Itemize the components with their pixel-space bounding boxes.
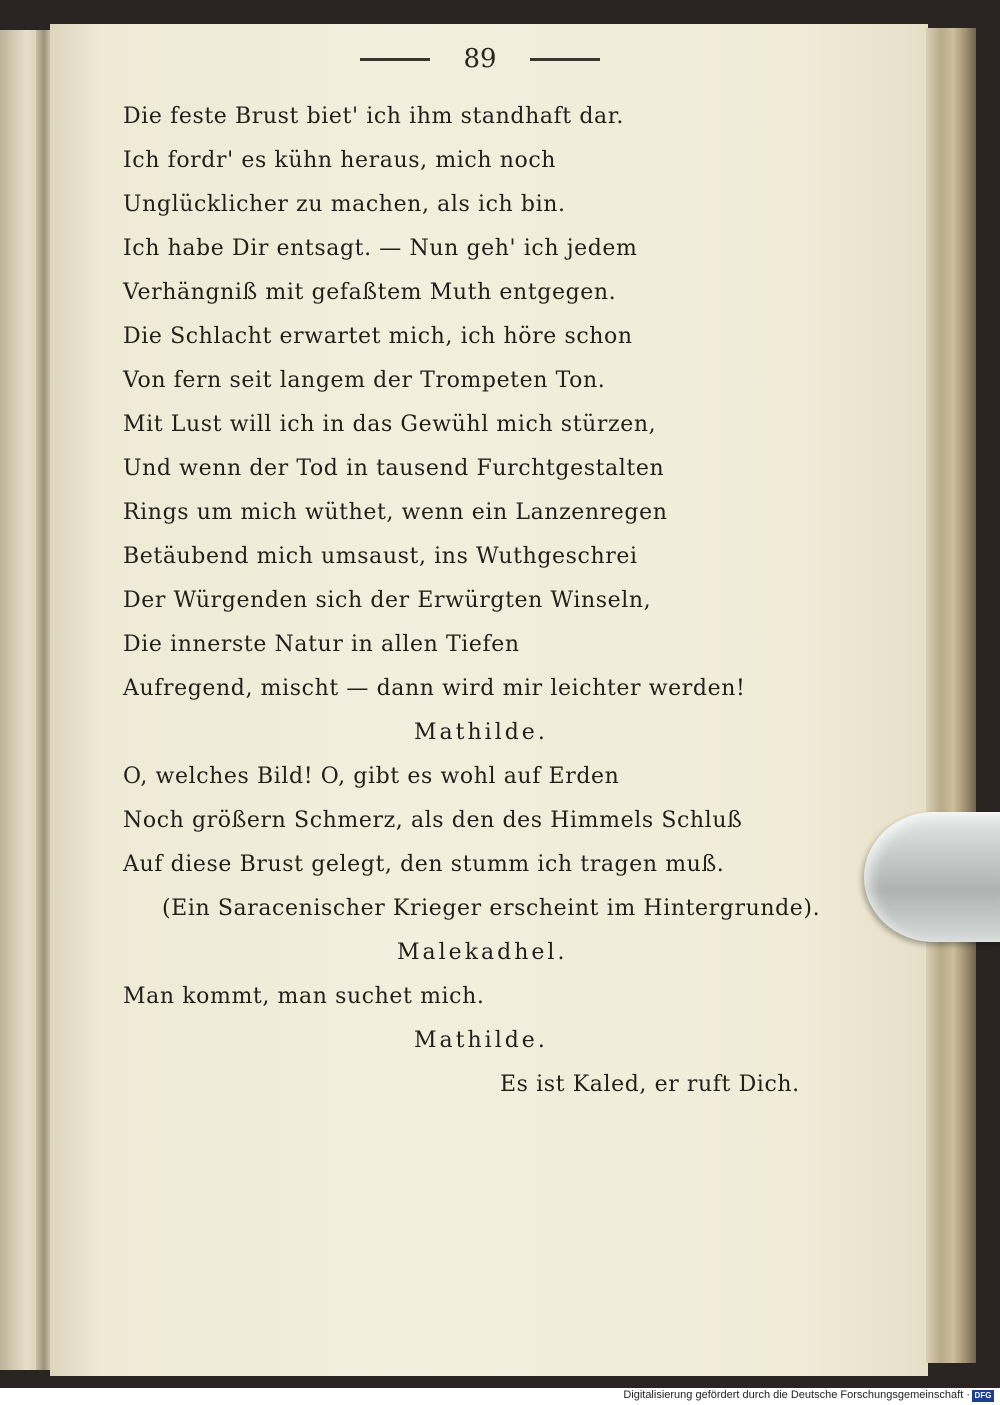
text-line: Die Schlacht erwartet mich, ich höre schon (123, 324, 633, 349)
text-line: Man kommt, man suchet mich. (123, 984, 485, 1009)
text-line: Unglücklicher zu machen, als ich bin. (123, 192, 566, 217)
text-line: Rings um mich wüthet, wenn ein Lanzenregen (123, 500, 668, 525)
text-line: Es ist Kaled, er ruft Dich. (500, 1072, 800, 1097)
dfg-logo: DFG (972, 1390, 994, 1402)
text-line: Auf diese Brust gelegt, den stumm ich tragen muß. (123, 852, 725, 877)
page-number: 89 (463, 44, 497, 74)
text-line: O, welches Bild! O, gibt es wohl auf Erden (123, 764, 620, 789)
text-line: Der Würgenden sich der Erwürgten Winseln, (123, 588, 652, 613)
header-rule-right (530, 58, 600, 61)
text-line: Ich fordr' es kühn heraus, mich noch (123, 148, 557, 173)
text-line: Betäubend mich umsaust, ins Wuthgeschrei (123, 544, 638, 569)
speaker-name: Mathilde. (414, 720, 548, 745)
page-stack-edge (926, 28, 976, 1363)
text-line: Aufregend, mischt — dann wird mir leichter werden! (123, 676, 746, 701)
speaker-name: Mathilde. (414, 1028, 548, 1053)
page-header (360, 44, 600, 74)
text-line: Ich habe Dir entsagt. — Nun geh' ich jedem (123, 236, 638, 261)
text-line: Die innerste Natur in allen Tiefen (123, 632, 520, 657)
footer-bar (0, 1388, 1000, 1405)
text-line: Von fern seit langem der Trompeten Ton. (123, 368, 606, 393)
speaker-name: Malekadhel. (397, 940, 568, 965)
text-line: Mit Lust will ich in das Gewühl mich stürzen, (123, 412, 657, 437)
text-line: Die feste Brust biet' ich ihm standhaft dar. (123, 104, 625, 129)
funding-note: Digitalisierung gefördert durch die Deutsche Forschungsgemeinschaft · (623, 1389, 970, 1401)
page-holder-clip (864, 812, 1000, 942)
text-line: Und wenn der Tod in tausend Furchtgestalten (123, 456, 665, 481)
text-line: Noch größern Schmerz, als den des Himmels Schluß (123, 808, 743, 833)
stage-direction: (Ein Saracenischer Krieger erscheint im Hintergrunde). (162, 896, 821, 921)
text-line: Verhängniß mit gefaßtem Muth entgegen. (123, 280, 617, 305)
